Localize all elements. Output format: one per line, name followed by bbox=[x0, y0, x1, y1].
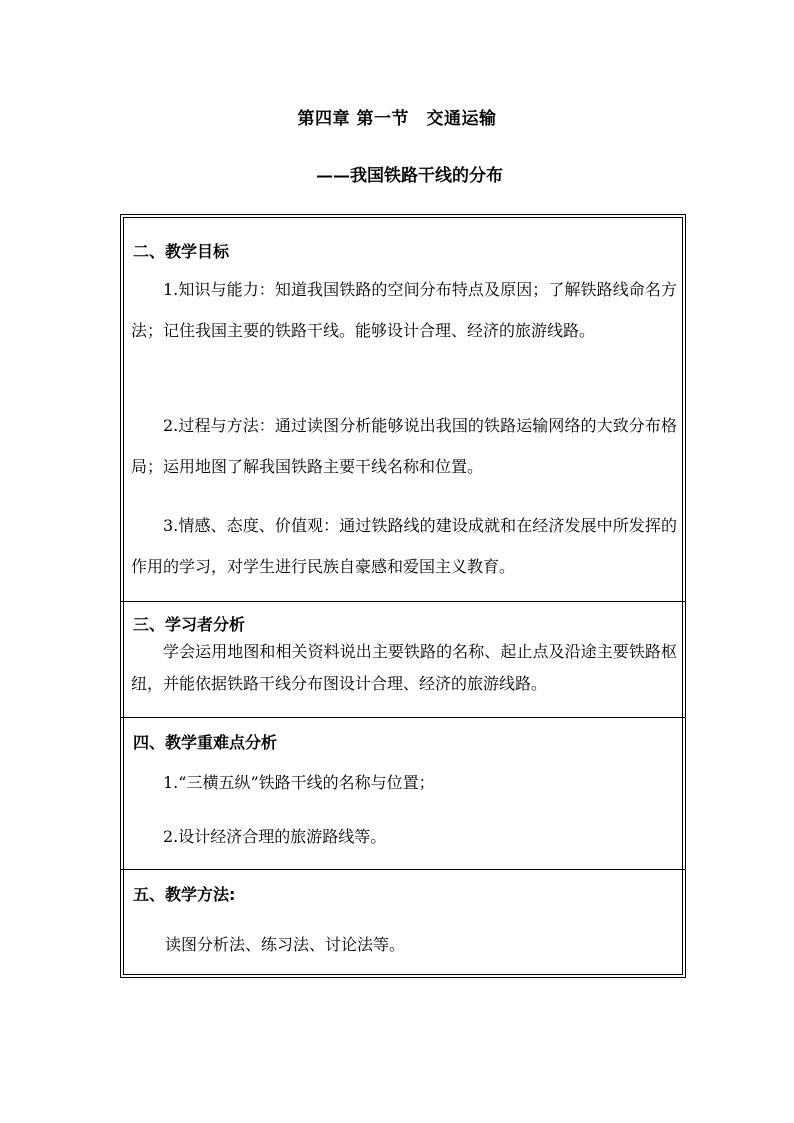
section-teaching-methods bbox=[121, 869, 685, 979]
section-heading: 四、教学重难点分析 bbox=[133, 733, 278, 752]
section-heading: 五、教学方法: bbox=[133, 885, 236, 904]
paragraph: 1.“三横五纵”铁路干线的名称与位置； bbox=[163, 773, 435, 792]
page-subtitle: ——我国铁路干线的分布 bbox=[316, 166, 503, 186]
paragraph: 1.知识与能力：知道我国铁路的空间分布特点及原因；了解铁路线命名方法；记住我国主要的铁路干线。能够设计合理、经济的旅游线路。 bbox=[131, 280, 677, 340]
section-learner-analysis bbox=[121, 601, 685, 717]
paragraph: 读图分析法、练习法、讨论法等。 bbox=[165, 935, 406, 954]
paragraph: 2.过程与方法：通过读图分析能够说出我国的铁路运输网络的大致分布格局；运用地图了解我国铁路主要干线名称和位置。 bbox=[131, 416, 677, 476]
paragraph: 3.情感、态度、价值观：通过铁路线的建设成就和在经济发展中所发挥的作用的学习，对学生进行民族自豪感和爱国主义教育。 bbox=[131, 516, 677, 576]
section-key-difficulties bbox=[121, 717, 685, 869]
paragraph: 学会运用地图和相关资料说出主要铁路的名称、起止点及沿途主要铁路枢纽，并能依据铁路干线分布图设计合理、经济的旅游线路。 bbox=[131, 642, 677, 693]
section-heading: 二、教学目标 bbox=[133, 242, 230, 261]
lesson-plan-table bbox=[120, 214, 686, 978]
paragraph: 2.设计经济合理的旅游路线等。 bbox=[163, 827, 387, 846]
section-teaching-objectives bbox=[121, 215, 685, 601]
section-heading: 三、学习者分析 bbox=[133, 615, 246, 634]
page-title: 第四章 第一节 交通运输 bbox=[297, 109, 497, 129]
